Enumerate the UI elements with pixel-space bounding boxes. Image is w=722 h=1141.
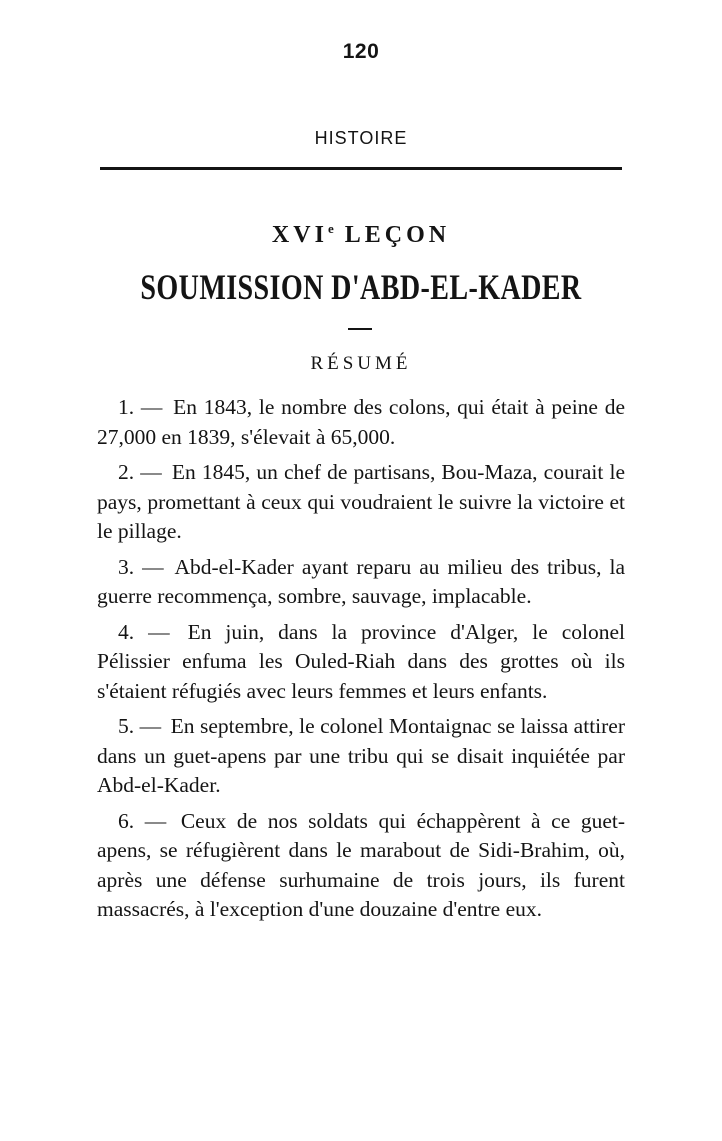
running-head: HISTOIRE [314,128,408,148]
item-text: En juin, dans la province d'Alger, le colonel Pélissier enfuma les Ouled-Riah dans des grottes où ils s'étaient réfugiés avec leurs femmes et leurs enfants. [97,619,626,703]
summary-item-1 [97,393,625,452]
item-text: En 1845, un chef de partisans, Bou-Maza, courait le pays, promettant à ceux qui voudraient le suivre la victoire et le pillage. [97,460,625,543]
lesson-roman-numeral: XVI [271,222,328,248]
item-text: En septembre, le colonel Montaignac se laissa attirer dans un guet-apens par une tribu qui se disait inquiétée par Abd-el-Kader. [97,714,626,797]
summary-item-6 [97,807,625,925]
item-number: 5. — [118,714,162,738]
item-text: Ceux de nos soldats qui échappèrent à ce guet-apens, se réfugièrent dans le marabout de Sidi-Brahim, où, après une défense surhumaine de trois jours, ils furent massacrés, à l'exception d'une douzaine d'entre eux. [97,808,626,921]
item-number: 6. — [118,808,167,833]
item-number: 4. — [118,619,170,644]
lesson-word: LEÇON [344,222,451,248]
item-text: En 1843, le nombre des colons, qui était à peine de 27,000 en 1839, s'élevait à 65,000. [97,395,626,449]
lesson-title: SOUMISSION D'ABD-EL-KADER [140,267,582,307]
page-number: 120 [342,40,380,63]
header-rule [100,167,622,170]
item-text: Abd-el-Kader ayant reparu au milieu des tribus, la guerre recommença, sombre, sauvage, implacable. [97,554,625,608]
item-number: 2. — [118,460,162,484]
title-separator [348,328,372,330]
summary-item-5 [97,712,625,801]
summary-item-4 [97,618,625,707]
item-number: 3. — [118,554,164,579]
lesson-ordinal-suffix: e [327,221,335,236]
summary-item-3 [97,553,625,612]
summary-heading: RÉSUMÉ [310,353,412,374]
summary-item-2 [97,458,625,547]
lesson-number [0,221,722,249]
summary-list [97,393,625,931]
item-number: 1. — [118,395,163,419]
